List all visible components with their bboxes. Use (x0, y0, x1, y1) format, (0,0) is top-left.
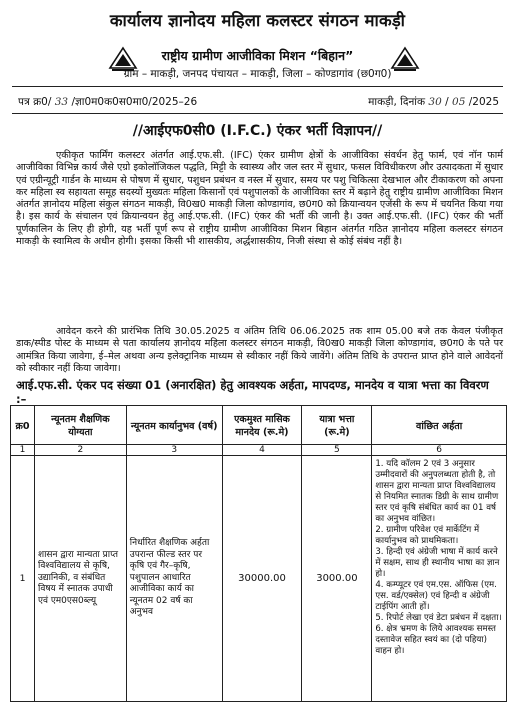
row-eligibility (372, 456, 507, 702)
handwritten-ref-number: 33 (54, 96, 69, 108)
col-header-travel: यात्रा भत्ता (रू.मे) (302, 406, 372, 445)
row-sno: 1 (11, 456, 35, 702)
mission-name: राष्ट्रीय ग्रामीण आजीविका मिशन “बिहान” (161, 48, 354, 63)
advertisement-heading: //आईएफ0सी0 (I.F.C.) एंकर भर्ती विज्ञापन// (132, 123, 383, 139)
eligibility-item: 1. यदि कॉलम 2 एवं 3 अनुसार उम्मीदवारों की अनुपलब्धता होती है, तो शासन द्वारा मान्यता प्राप्त विश्वविद्यालय से नियमित स्नातक डिग्री के साथ ग्रामीण स्तर एवं कृषि संबंधित कार्य का 01 वर्ष का अनुभव वांछित। (375, 459, 499, 524)
letter-date: माकड़ी, दिनांक 30 / 05 /2025 (368, 96, 499, 108)
eligibility-item: 2. ग्रामीण परिवेश एवं मार्केटिंग में कार्यानुभव को प्राथमिकता। (375, 525, 480, 546)
table-row (11, 456, 507, 702)
col-number: 1 (11, 445, 35, 456)
row-honorarium: 30000.00 (222, 456, 302, 702)
col-header-experience: न्यूनतम कार्यानुभव (वर्ष) (126, 406, 222, 445)
row-experience: निर्धारित शैक्षणिक अर्हता उपरान्त फील्ड स्तर पर कृषि एवं गैर–कृषि, पशुपालन आधारित आजीविका कार्य का न्यूनतम 02 वर्ष का अनुभव (126, 456, 222, 702)
col-header-honorarium: एकमुश्त मासिक मानदेय (रू.मे) (222, 406, 302, 445)
table-title: आई.एफ.सी. एंकर पद संख्या 01 (अनारक्षित) हेतु आवश्यक अर्हता, मापदण्ड, मानदेय व यात्रा भत्ता का विवरण :– (16, 378, 489, 406)
eligibility-item: 5. रिपोर्ट लेखा एवं डेटा प्रबंधन में दक्षता। (375, 613, 502, 623)
eligibility-item: 3. हिन्दी एवं अंग्रेजी भाषा में कार्य करने में सक्षम, साथ ही स्थानीय भाषा का ज्ञान हो। (375, 547, 500, 579)
table-header-row (11, 406, 507, 445)
handwritten-date-month: 05 (452, 96, 466, 108)
reference-line (18, 95, 499, 109)
col-number: 6 (372, 445, 507, 456)
row-qualification: शासन द्वारा मान्यता प्राप्त विश्वविद्यालय से कृषि, उद्यानिकी, व संबंधित विषय में स्नातक उपाधी एवं एम0एस0ब्ल्यू (34, 456, 126, 702)
ref-divider (12, 113, 503, 114)
col-header-sno: क्र0 (11, 406, 35, 445)
intro-paragraph: एकीकृत फार्मिंग कलस्टर अंतर्गत आई.एफ.सी. (IFC) एंकर ग्रामीण क्षेत्रों के आजीविका संवर्धन हेतु फार्म, एवं नॉन फार्म आजीविका विभिन्न कार्य जैसे एग्रो इकोलॉजिकल पद्धति, मिट्टी के स्वास्थ्य और जल स्तर में सुधार, फसल विविधीकरण और उत्पादकता में सुधार एवं एग्रीन्यूट्री गार्डन के माध्यम से पोषण में सुधार, पशुधन प्रबंधन व नस्ल में सुधार, समय पर पशु चिकित्सा देखभाल और टीकाकरण को अपना कर महिला स्व सहायता समूह सदस्यों मुख्यतः महिला किसानों एवं पशुपालकों के आजीविका स्तर में बढ़ाने हेतु राष्ट्रीय ग्रामीण आजीविका मिशन अंतर्गत ज्ञानोदय महिला संकुल संगठन माकड़ी, वि0ख0 माकड़ी जिला कोण्डागांव, छ0ग0 को क्रियान्वयन एजेंसी के रूप में चयनित किया गया है। इस कार्य के संचालन एवं क्रियान्वयन हेतु आई.एफ.सी. (IFC) एंकर की भर्ती की जानी है। उक्त आई.एफ.सी. (IFC) एंकर की भर्ती पूर्णकालिन के लिए ही होगी, यह भर्ती पूर्ण रूप से राष्ट्रीय ग्रामीण आजीविका मिशन बिहान अंतर्गत गठित ज्ञानोदय महिला कलस्टर संगठन माकड़ी के स्वामित्व के अधीन होगी। इसका किसी भी शासकीय, अर्द्धशासकीय, निजी संस्था से कोई संबंध नहीं है। (16, 150, 503, 248)
col-number: 3 (126, 445, 222, 456)
eligibility-item: 4. कम्प्यूटर एवं एम.एस. ऑफिस (एम. एस. वर्ड/एक्सेल) एवं हिन्दी व अंग्रेजी टाईपिंग आती हों। (375, 580, 497, 612)
col-number: 2 (34, 445, 126, 456)
row-travel: 3000.00 (302, 456, 372, 702)
col-number: 4 (222, 445, 302, 456)
col-number: 5 (302, 445, 372, 456)
office-title: कार्यालय ज्ञानोदय महिला कलस्टर संगठन माकड़ी (109, 11, 406, 30)
column-number-row (11, 445, 507, 456)
col-header-eligibility: वांछित अर्हता (372, 406, 507, 445)
application-paragraph: आवेदन करने की प्रारंभिक तिथि 30.05.2025 व अंतिम तिथि 06.06.2025 तक शाम 05.00 बजे तक केवल पंजीकृत डाक/स्पीड पोस्ट के माध्यम से पता कार्यालय ज्ञानोदय महिला कलस्टर संगठन माकड़ी, वि0ख0 माकड़ी जिला कोण्डागांव, छ0ग0 के पते पर आमंत्रित किया जावेगा, ई–मेल अथवा अन्य इलेक्ट्रानिक माध्यम से स्वीकार नहीं किये जावेंगे। अंतिम तिथि के उपरान्त प्राप्त होने वाले आवेदनों को स्वीकार नहीं किया जावेगा। (16, 326, 503, 374)
handwritten-date-day: 30 (428, 96, 442, 108)
eligibility-item: 6. क्षेत्र भ्रमण के लिये आवश्यक समस्त दस्तावेज सहित स्वयं का (दो पहिया) वाहन हो। (375, 624, 496, 656)
letter-reference: पत्र क्र0/ 33 /ज्ञा0म0क0स0मा0/2025–26 (18, 96, 198, 108)
eligibility-table (10, 405, 507, 702)
header-divider (12, 86, 503, 87)
col-header-qualification: न्यूनतम शैक्षणिक योग्यता (34, 406, 126, 445)
office-address: ग्राम – माकड़ी, जनपद पंचायत – माकड़ी, जिला – कोण्डागांव (छ0ग0) (123, 68, 392, 80)
